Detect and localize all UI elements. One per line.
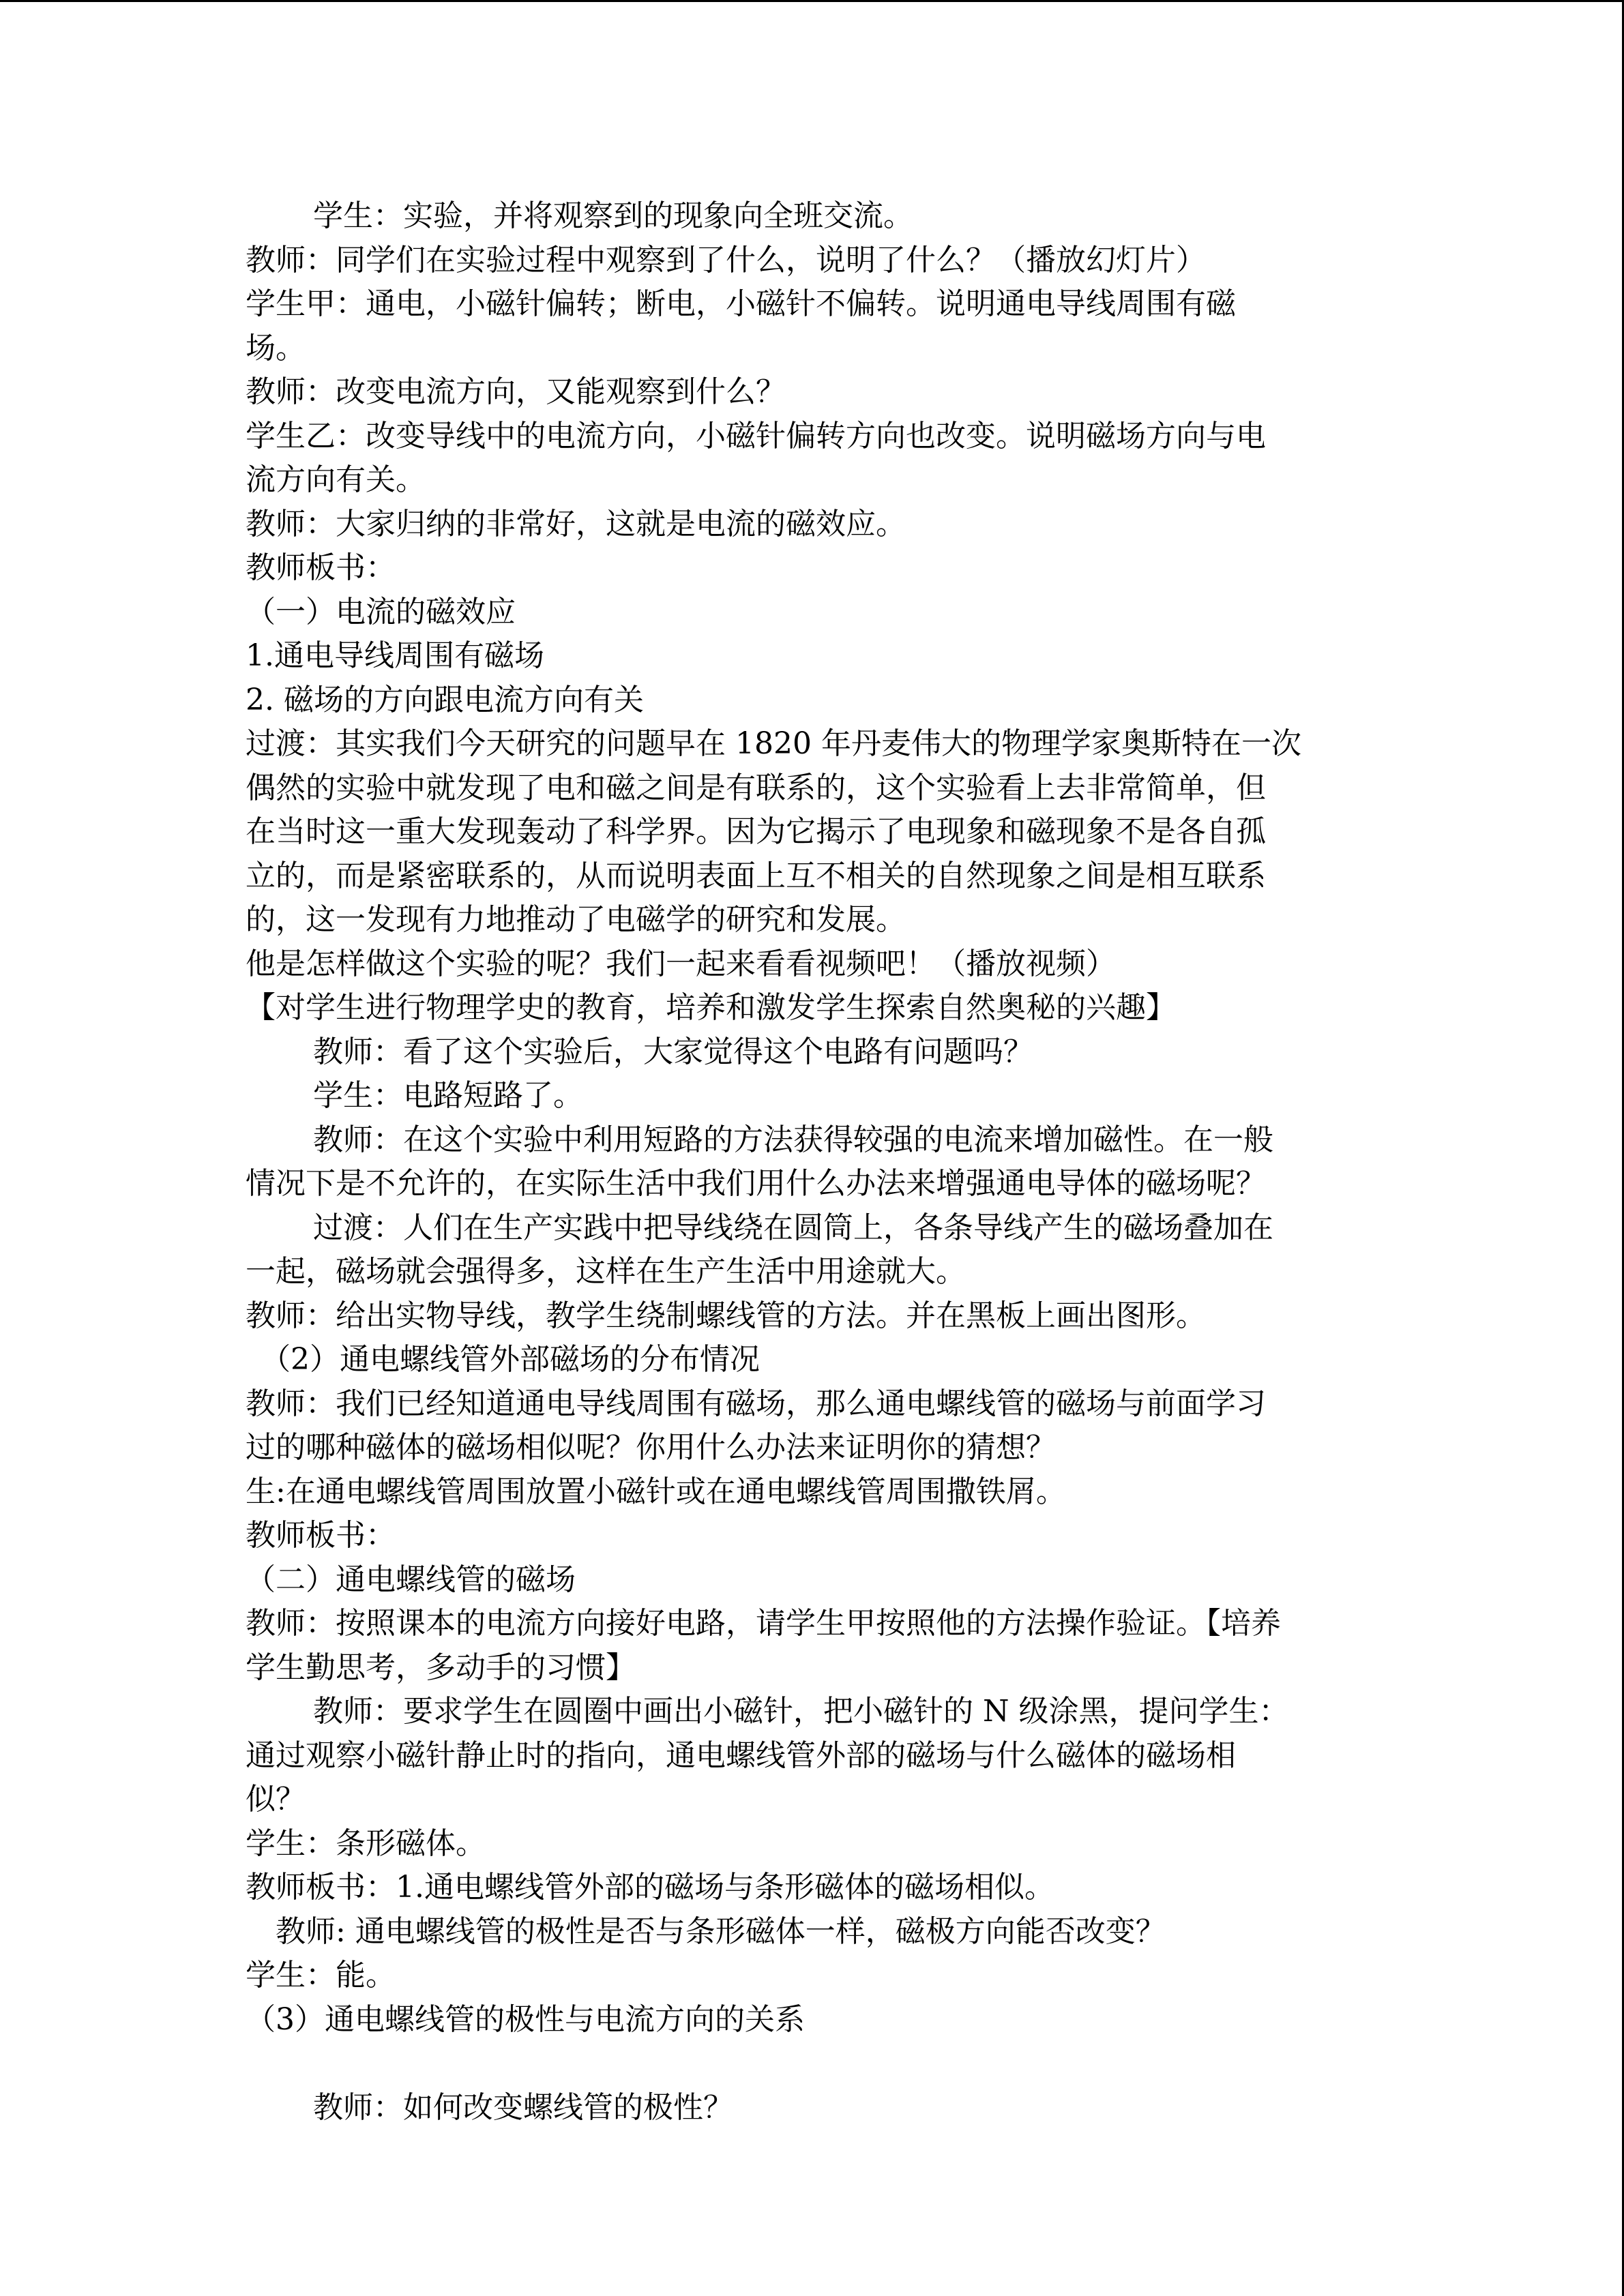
text-line: 教师：我们已经知道通电导线周围有磁场，那么通电螺线管的磁场与前面学习 <box>246 1386 1266 1421</box>
text-line: 教师：给出实物导线，教学生绕制螺线管的方法。并在黑板上画出图形。 <box>246 1298 1206 1333</box>
text-line: 教师板书： <box>246 1518 396 1553</box>
text-line: 似？ <box>246 1782 306 1817</box>
text-line: 教师：如何改变螺线管的极性？ <box>313 2089 733 2125</box>
text-line: 生:在通电螺线管周围放置小磁针或在通电螺线管周围撒铁屑。 <box>246 1474 1066 1509</box>
text-line: 【对学生进行物理学史的教育，培养和激发学生探索自然奥秘的兴趣】 <box>246 990 1176 1025</box>
text-line: 学生乙：改变导线中的电流方向，小磁针偏转方向也改变。说明磁场方向与电 <box>246 418 1266 453</box>
text-line: 学生：能。 <box>246 1958 396 1993</box>
text-line: 学生：条形磁体。 <box>246 1825 486 1861</box>
page-top-border <box>0 0 1624 2</box>
text-line: 过渡：人们在生产实践中把导线绕在圆筒上，各条导线产生的磁场叠加在 <box>313 1210 1273 1245</box>
text-line: 教师板书： <box>246 550 396 585</box>
section-heading: （一）电流的磁效应 <box>246 594 516 629</box>
text-line: 在当时这一重大发现轰动了科学界。因为它揭示了电现象和磁现象不是各自孤 <box>246 814 1266 849</box>
text-line: 1.通电导线周围有磁场 <box>246 638 544 673</box>
text-line: 教师：大家归纳的非常好，这就是电流的磁效应。 <box>246 506 906 541</box>
text-line: 教师：改变电流方向，又能观察到什么？ <box>246 374 786 409</box>
document-body <box>246 194 1391 2130</box>
text-line: 立的，而是紧密联系的，从而说明表面上互不相关的自然现象之间是相互联系 <box>246 858 1266 893</box>
text-line: 教师板书：1.通电螺线管外部的磁场与条形磁体的磁场相似。 <box>246 1870 1054 1905</box>
text-line: 教师：同学们在实验过程中观察到了什么，说明了什么？（播放幻灯片） <box>246 242 1206 278</box>
text-line: 学生甲：通电，小磁针偏转；断电，小磁针不偏转。说明通电导线周围有磁 <box>246 286 1236 321</box>
text-line: 教师：按照课本的电流方向接好电路，请学生甲按照他的方法操作验证。【培养 <box>246 1606 1281 1641</box>
text-line: 教师: 通电螺线管的极性是否与条形磁体一样，磁极方向能否改变？ <box>276 1913 1166 1949</box>
text-line: 他是怎样做这个实验的呢？我们一起来看看视频吧！（播放视频） <box>246 946 1116 981</box>
text-line: 教师：看了这个实验后，大家觉得这个电路有问题吗？ <box>313 1034 1033 1069</box>
section-heading: （二）通电螺线管的磁场 <box>246 1562 576 1597</box>
text-line: 流方向有关。 <box>246 462 426 497</box>
text-line: 学生：电路短路了。 <box>313 1078 583 1113</box>
text-line: 过渡：其实我们今天研究的问题早在 1820 年丹麦伟大的物理学家奥斯特在一次 <box>246 726 1301 761</box>
text-line: 教师：要求学生在圆圈中画出小磁针，把小磁针的 N 级涂黑，提问学生： <box>313 1694 1289 1729</box>
text-line: 学生勤思考，多动手的习惯】 <box>246 1650 636 1685</box>
section-heading: （2）通电螺线管外部磁场的分布情况 <box>261 1342 760 1377</box>
blank-line <box>246 2042 1391 2086</box>
text-line: 通过观察小磁针静止时的指向，通电螺线管外部的磁场与什么磁体的磁场相 <box>246 1738 1236 1773</box>
text-line: 过的哪种磁体的磁场相似呢？你用什么办法来证明你的猜想？ <box>246 1430 1056 1465</box>
text-line: 偶然的实验中就发现了电和磁之间是有联系的，这个实验看上去非常简单，但 <box>246 770 1266 805</box>
text-line: 教师：在这个实验中利用短路的方法获得较强的电流来增加磁性。在一般 <box>313 1122 1273 1157</box>
text-line: 场。 <box>246 330 306 366</box>
text-line: 学生：实验，并将观察到的现象向全班交流。 <box>313 198 913 233</box>
text-line: 情况下是不允许的，在实际生活中我们用什么办法来增强通电导体的磁场呢？ <box>246 1166 1266 1201</box>
section-heading: （3）通电螺线管的极性与电流方向的关系 <box>246 2001 805 2037</box>
text-line: 2. 磁场的方向跟电流方向有关 <box>246 682 644 717</box>
text-line: 一起，磁场就会强得多，这样在生产生活中用途就大。 <box>246 1254 966 1289</box>
text-line: 的，这一发现有力地推动了电磁学的研究和发展。 <box>246 902 906 937</box>
